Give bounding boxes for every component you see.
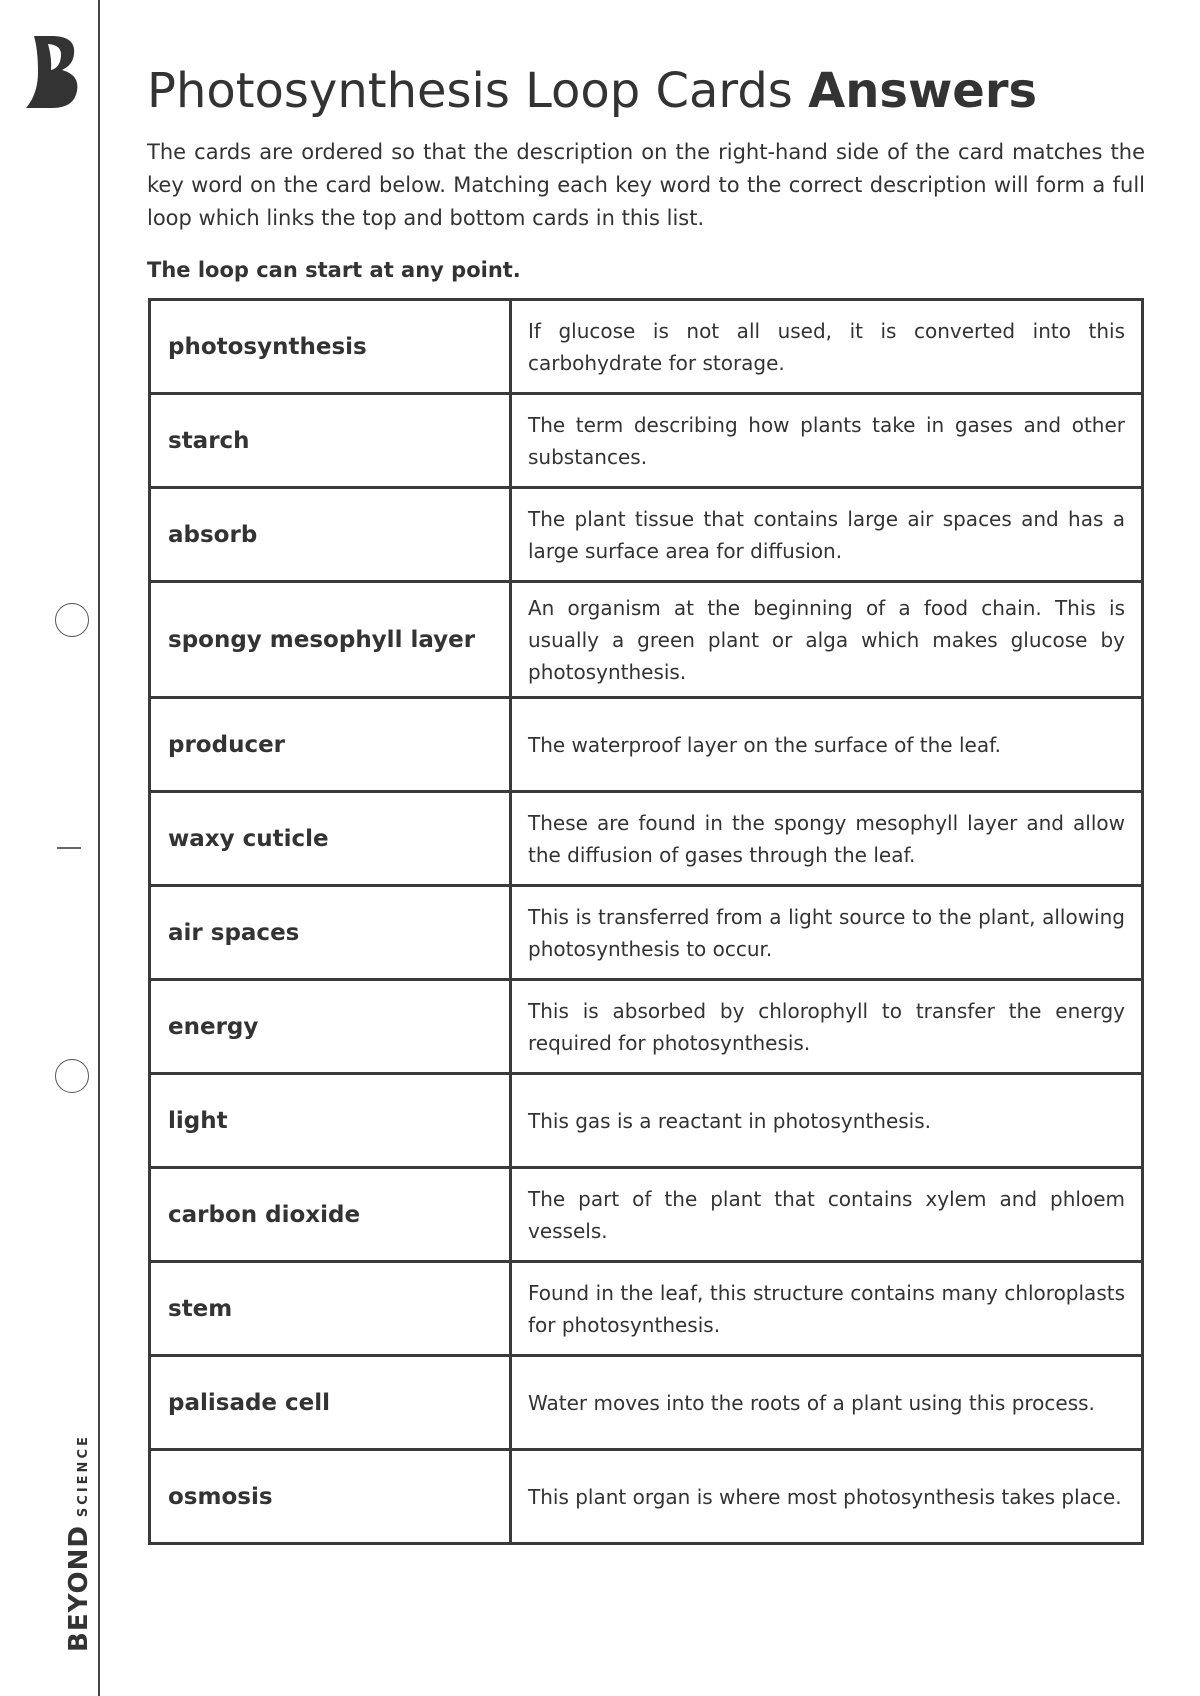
card-keyword: waxy cuticle	[150, 792, 511, 886]
card-description: This is absorbed by chlorophyll to transfer the energy required for photosynthesis.	[511, 980, 1143, 1074]
title-regular: Photosynthesis Loop Cards	[147, 63, 793, 119]
intro-paragraph: The cards are ordered so that the description on the right-hand side of the card matches the key word on the card below. Matching each key word to the correct description will form a full loop which links the top and bottom cards in this list.	[147, 140, 1145, 230]
page-header	[147, 58, 1145, 285]
card-keyword: energy	[150, 980, 511, 1074]
card-description: Found in the leaf, this structure contains many chloroplasts for photosynthesis.	[511, 1262, 1143, 1356]
card-row	[150, 886, 1143, 980]
card-keyword: osmosis	[150, 1450, 511, 1544]
card-description: The term describing how plants take in gases and other substances.	[511, 394, 1143, 488]
margin-rule	[98, 0, 100, 1696]
brand-name: BEYOND	[64, 1525, 94, 1652]
title-bold: Answers	[808, 63, 1038, 119]
card-keyword: light	[150, 1074, 511, 1168]
card-description: The plant tissue that contains large air spaces and has a large surface area for diffusion.	[511, 488, 1143, 582]
card-description: The part of the plant that contains xylem and phloem vessels.	[511, 1168, 1143, 1262]
card-row	[150, 1450, 1143, 1544]
brand-wordmark	[64, 1434, 94, 1652]
card-row	[150, 582, 1143, 698]
card-description: These are found in the spongy mesophyll layer and allow the diffusion of gases through the leaf.	[511, 792, 1143, 886]
card-row	[150, 1356, 1143, 1450]
card-description: Water moves into the roots of a plant using this process.	[511, 1356, 1143, 1450]
brand-subname: SCIENCE	[76, 1434, 91, 1518]
card-row	[150, 394, 1143, 488]
card-keyword: air spaces	[150, 886, 511, 980]
card-keyword: photosynthesis	[150, 300, 511, 394]
fold-mark	[57, 847, 81, 849]
card-row	[150, 1074, 1143, 1168]
beyond-b-logo-icon	[24, 34, 80, 110]
card-row	[150, 980, 1143, 1074]
card-description: An organism at the beginning of a food chain. This is usually a green plant or alga which makes glucose by photosynthesis.	[511, 582, 1143, 698]
loop-cards-table	[148, 298, 1144, 1545]
card-keyword: absorb	[150, 488, 511, 582]
card-keyword: carbon dioxide	[150, 1168, 511, 1262]
card-description: The waterproof layer on the surface of the leaf.	[511, 698, 1143, 792]
card-description: This plant organ is where most photosynthesis takes place.	[511, 1450, 1143, 1544]
card-keyword: stem	[150, 1262, 511, 1356]
punch-hole-top	[55, 603, 89, 637]
punch-hole-bottom	[55, 1059, 89, 1093]
card-keyword: starch	[150, 394, 511, 488]
page-title	[147, 58, 1145, 124]
card-row	[150, 792, 1143, 886]
card-keyword: spongy mesophyll layer	[150, 582, 511, 698]
card-description: This gas is a reactant in photosynthesis.	[511, 1074, 1143, 1168]
card-row	[150, 1168, 1143, 1262]
card-description: If glucose is not all used, it is converted into this carbohydrate for storage.	[511, 300, 1143, 394]
loop-note: The loop can start at any point.	[147, 258, 521, 282]
card-row	[150, 1262, 1143, 1356]
card-keyword: producer	[150, 698, 511, 792]
card-description: This is transferred from a light source to the plant, allowing photosynthesis to occur.	[511, 886, 1143, 980]
card-row	[150, 698, 1143, 792]
card-row	[150, 300, 1143, 394]
card-row	[150, 488, 1143, 582]
card-keyword: palisade cell	[150, 1356, 511, 1450]
